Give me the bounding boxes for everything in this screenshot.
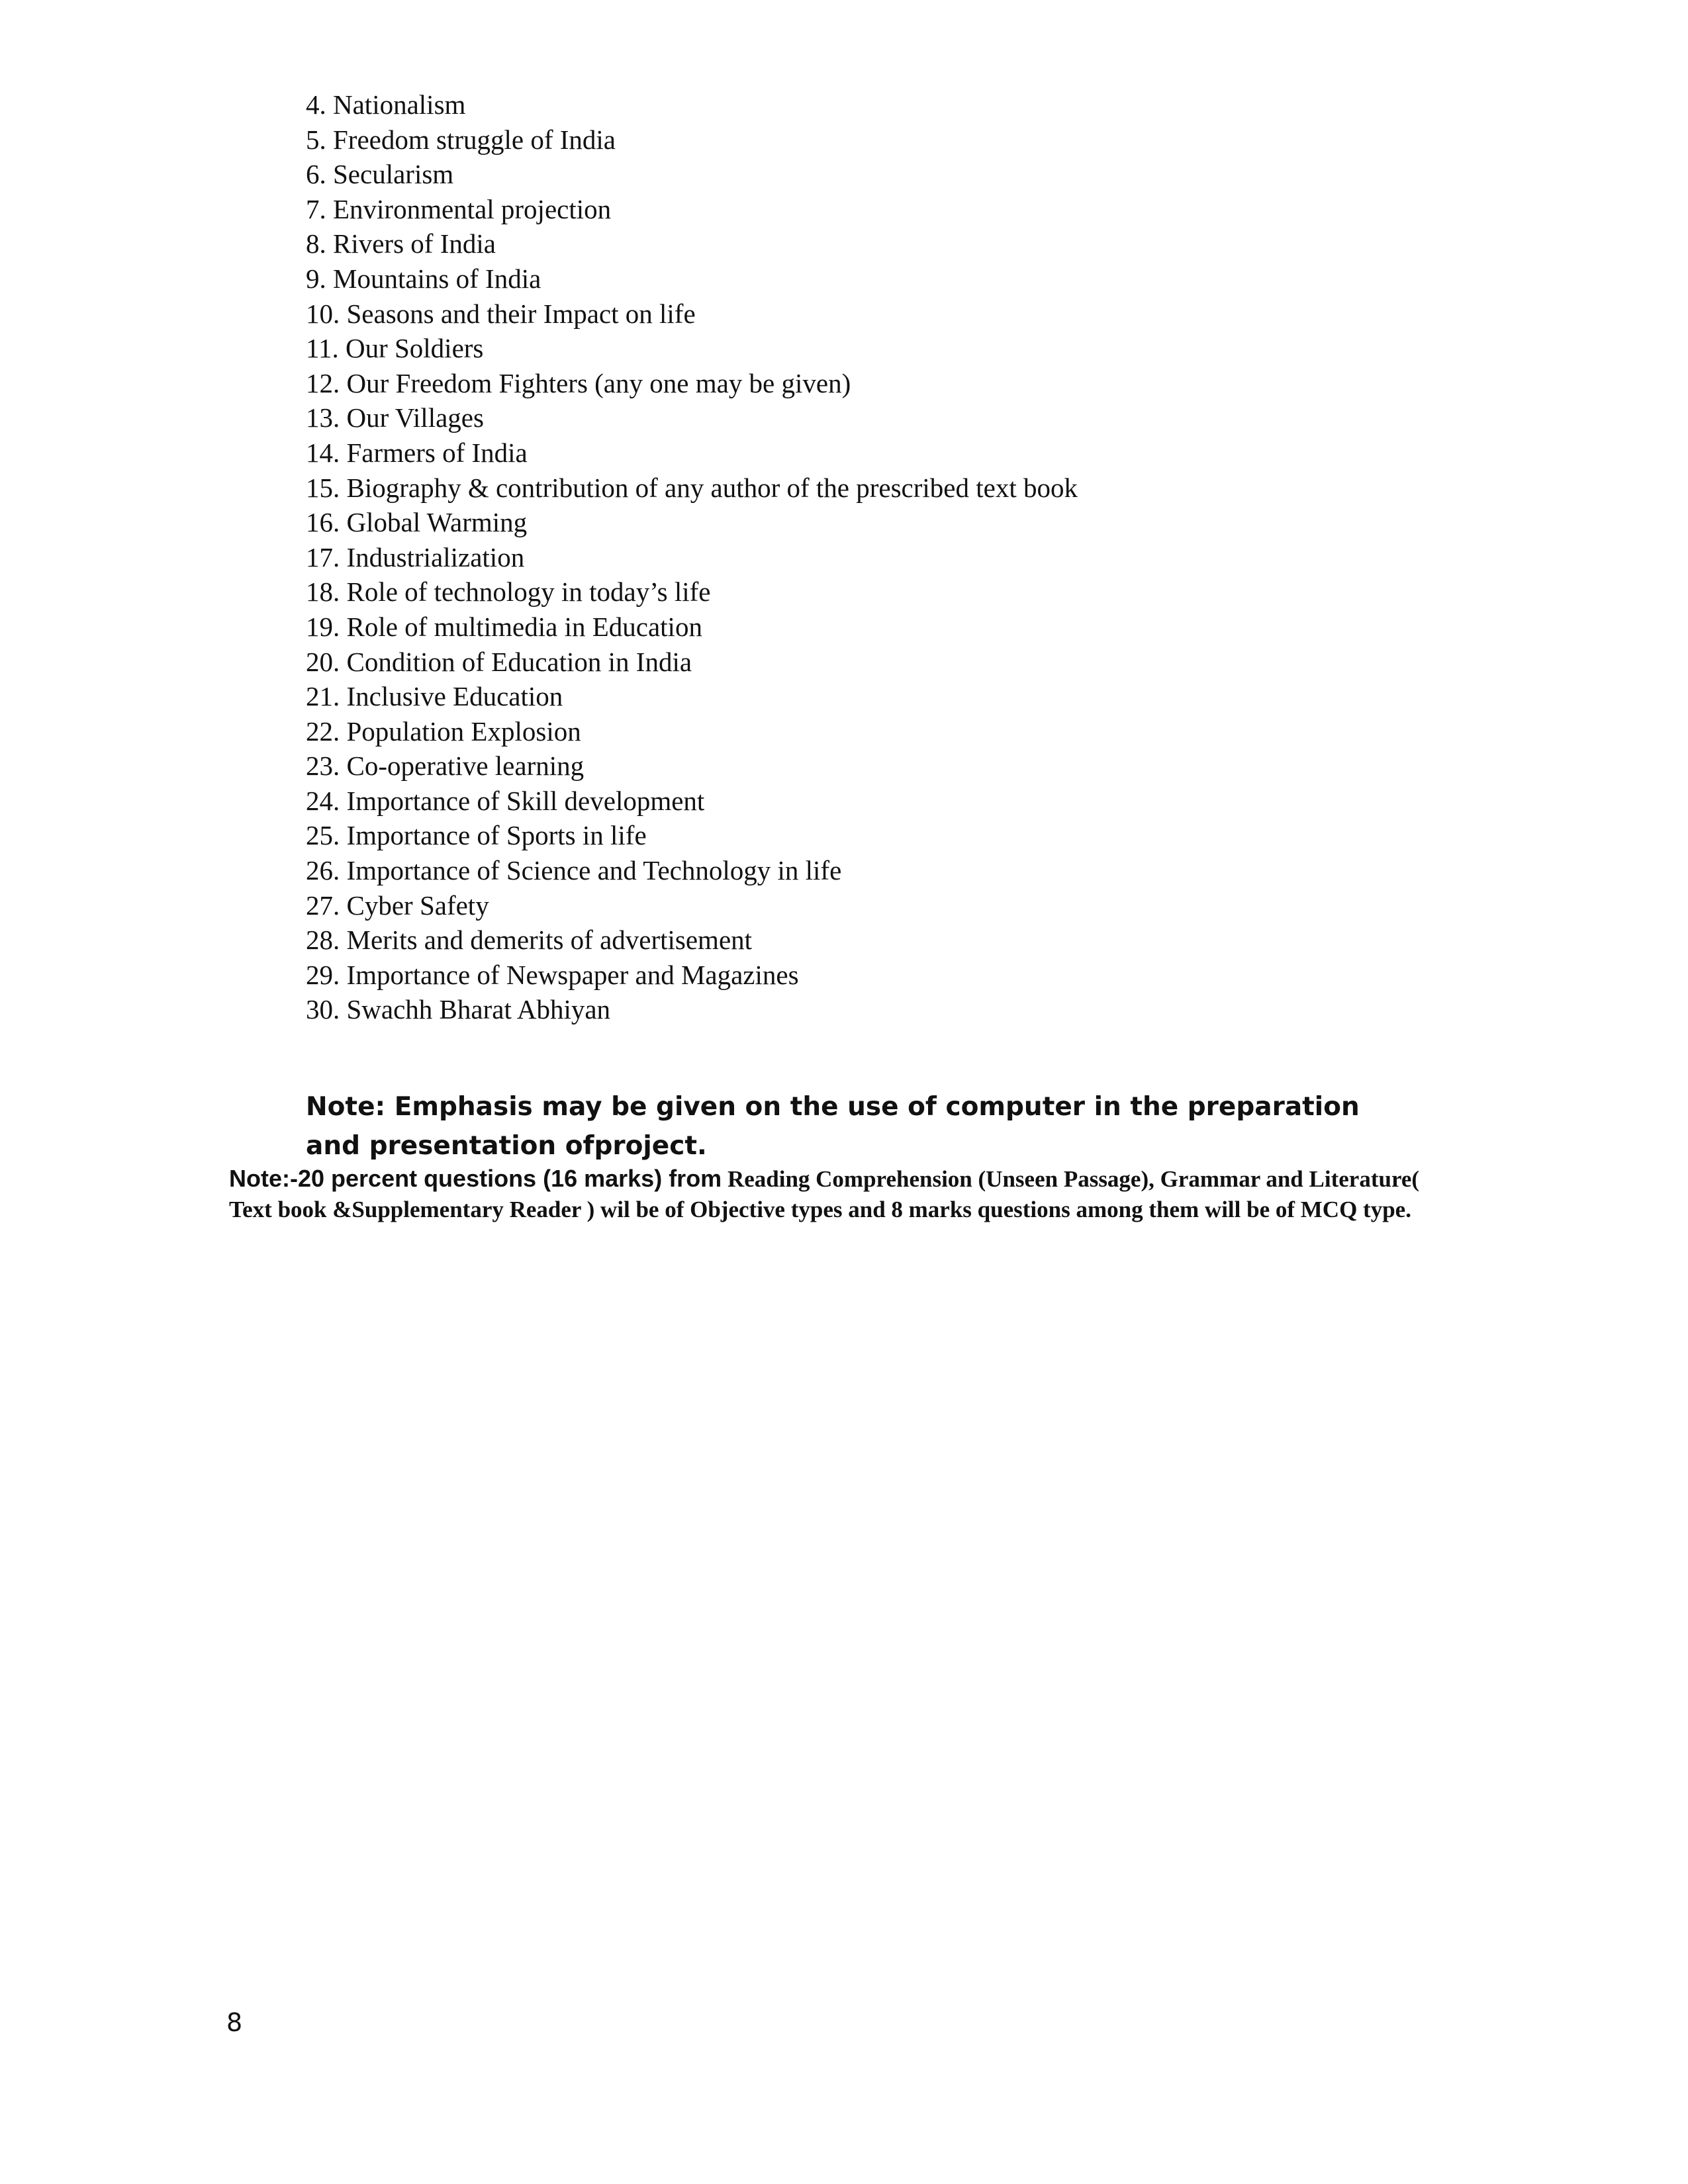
list-item: 28. Merits and demerits of advertisement <box>306 925 753 956</box>
list-item: 6. Secularism <box>306 159 454 190</box>
list-item: 9. Mountains of India <box>306 263 541 294</box>
objective-questions-note-rest: Reading Comprehension (Unseen Passage), Grammar and Literature( Text book &Supplementary Reader ) wil be of Objective types and 8 marks questions among them will be of MCQ type. <box>229 1166 1420 1222</box>
objective-questions-note <box>229 1163 1460 1225</box>
list-item: 10. Seasons and their Impact on life <box>306 298 696 329</box>
list-item: 5. Freedom struggle of India <box>306 124 616 155</box>
list-item: 14. Farmers of India <box>306 437 528 468</box>
list-item: 7. Environmental projection <box>306 193 612 224</box>
list-item: 29. Importance of Newspaper and Magazines <box>306 959 799 990</box>
list-item: 25. Importance of Sports in life <box>306 820 647 851</box>
list-item: 17. Industrialization <box>306 541 525 572</box>
page-number: 8 <box>226 2008 243 2037</box>
list-item: 19. Role of multimedia in Education <box>306 611 702 642</box>
list-item: 24. Importance of Skill development <box>306 785 705 816</box>
list-item: 13. Our Villages <box>306 402 484 433</box>
list-item: 26. Importance of Science and Technology in life <box>306 855 842 886</box>
list-item: 11. Our Soldiers <box>306 333 484 364</box>
list-item: 27. Cyber Safety <box>306 889 489 921</box>
list-item: 16. Global Warming <box>306 507 528 538</box>
list-item: 12. Our Freedom Fighters (any one may be given) <box>306 367 851 398</box>
list-item: 23. Co-operative learning <box>306 751 585 782</box>
list-item: 4. Nationalism <box>306 89 466 120</box>
project-topic-list <box>306 87 1078 1027</box>
computer-emphasis-note: Note: Emphasis may be given on the use of computer in the preparation and presentation ofproject. <box>306 1092 1360 1161</box>
list-item: 18. Role of technology in today’s life <box>306 576 711 608</box>
list-item: 20. Condition of Education in India <box>306 646 692 677</box>
list-item: 30. Swachh Bharat Abhiyan <box>306 994 611 1025</box>
list-item: 15. Biography & contribution of any author of the prescribed text book <box>306 472 1078 503</box>
objective-questions-note-lead: Note:-20 percent questions (16 marks) from <box>229 1165 722 1192</box>
list-item: 22. Population Explosion <box>306 715 581 747</box>
list-item: 21. Inclusive Education <box>306 681 563 712</box>
list-item: 8. Rivers of India <box>306 228 496 259</box>
